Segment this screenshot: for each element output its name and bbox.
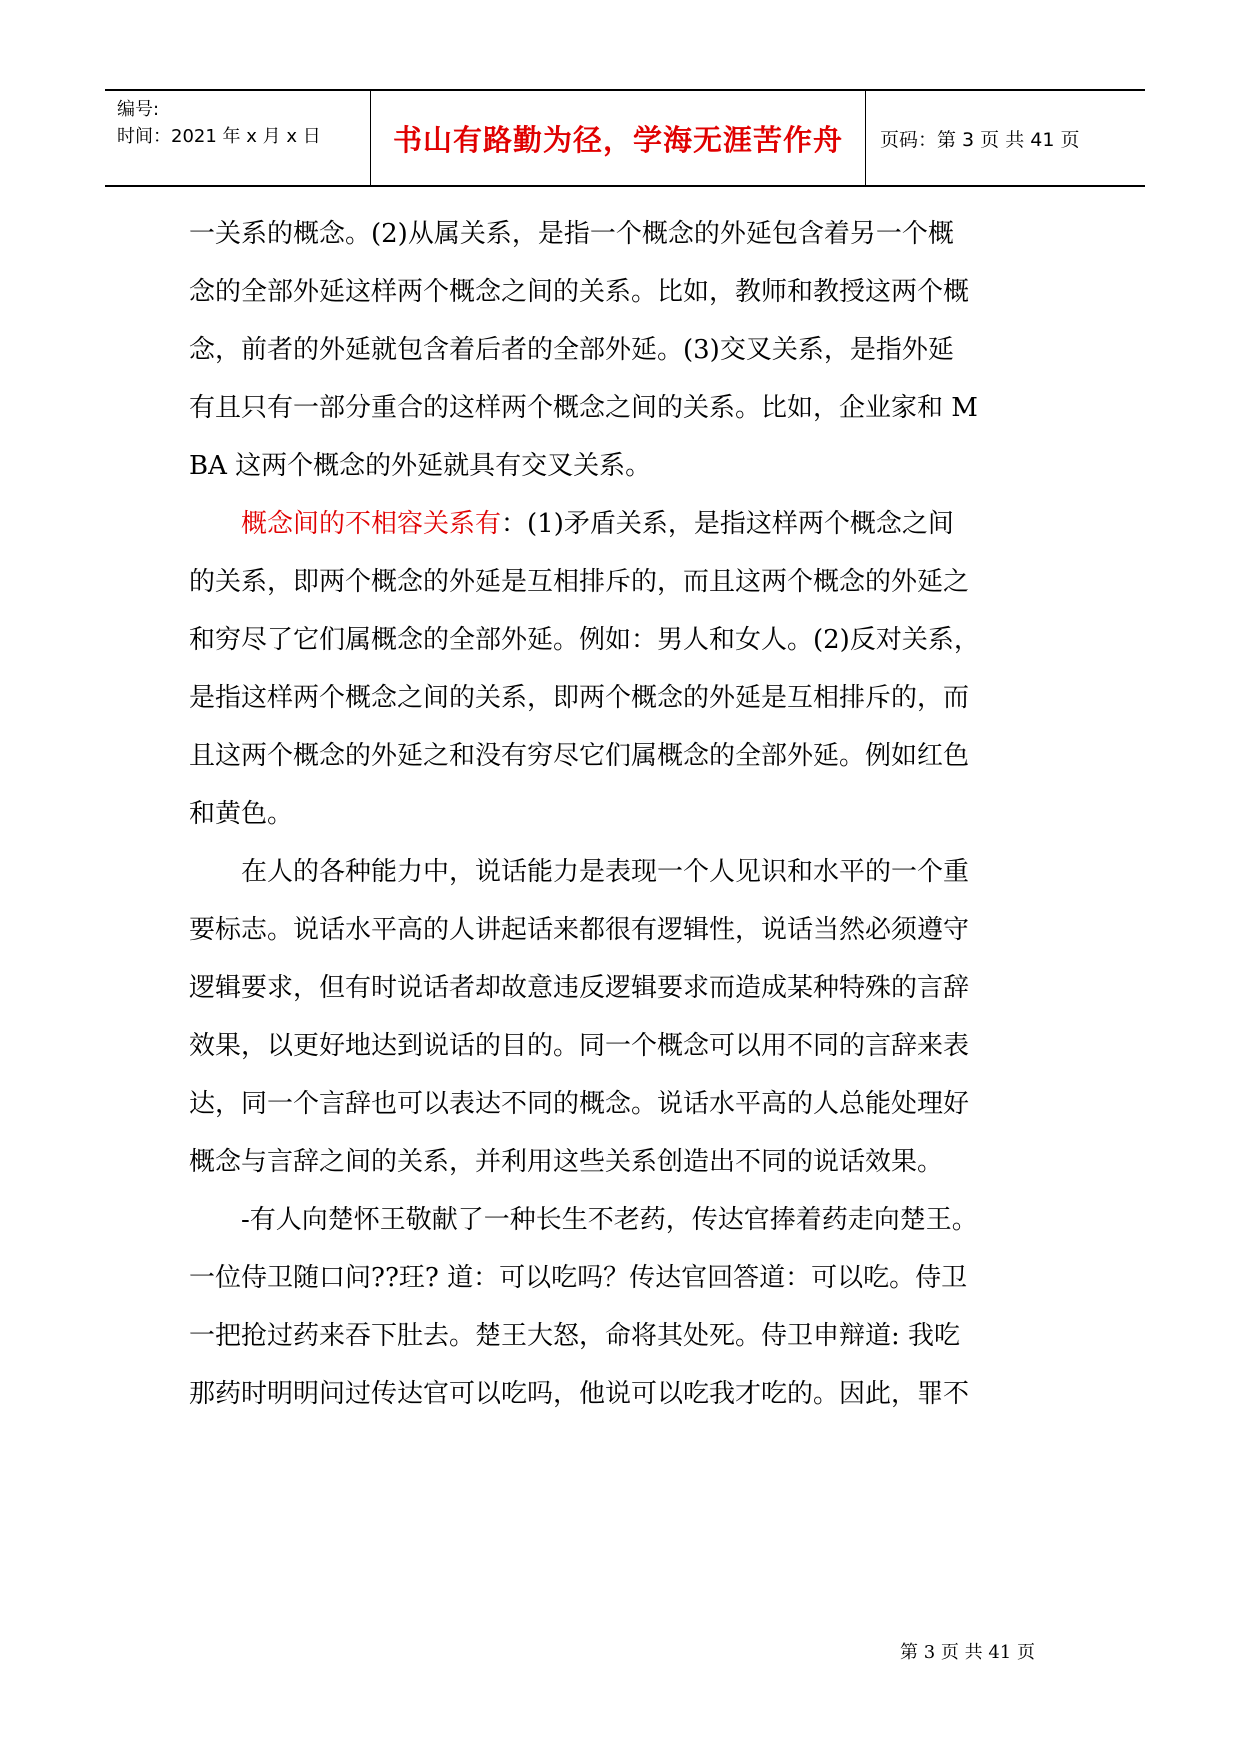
body-line: 念的全部外延这样两个概念之间的关系。比如，教师和教授这两个概 bbox=[189, 277, 970, 307]
page-header bbox=[105, 89, 1145, 187]
body-line: 效果，以更好地达到说话的目的。同一个概念可以用不同的言辞来表 bbox=[189, 1031, 970, 1061]
document-time-label: 时间：2021 年 x 月 x 日 bbox=[117, 126, 321, 147]
highlighted-phrase: 概念间的不相容关系有 bbox=[241, 509, 502, 539]
body-line: 念，前者的外延就包含着后者的全部外延。(3)交叉关系，是指外延 bbox=[189, 335, 954, 365]
body-line: 逻辑要求，但有时说话者却故意违反逻辑要求而造成某种特殊的言辞 bbox=[189, 973, 970, 1003]
body-line: 一关系的概念。(2)从属关系，是指一个概念的外延包含着另一个概 bbox=[189, 219, 954, 249]
body-line: 且这两个概念的外延之和没有穷尽它们属概念的全部外延。例如红色 bbox=[189, 741, 970, 771]
body-line-rest: ：(1)矛盾关系，是指这样两个概念之间 bbox=[501, 509, 954, 539]
body-line: 要标志。说话水平高的人讲起话来都很有逻辑性，说话当然必须遵守 bbox=[189, 915, 970, 945]
body-line: 一位侍卫随口问??玨? 道：可以吃吗？传达官回答道：可以吃。侍卫 bbox=[189, 1263, 968, 1293]
header-motto: 书山有路勤为径，学海无涯苦作舟 bbox=[392, 122, 843, 157]
page-footer: 第 3 页 共 41 页 bbox=[900, 1642, 1035, 1663]
body-line-highlighted bbox=[241, 504, 954, 544]
header-meta-cell bbox=[105, 91, 371, 185]
body-line: 概念与言辞之间的关系，并利用这些关系创造出不同的说话效果。 bbox=[189, 1147, 944, 1177]
document-number-label: 编号: bbox=[117, 99, 160, 120]
body-line: -有人向楚怀王敬献了一种长生不老药，传达官捧着药走向楚王。 bbox=[241, 1205, 978, 1235]
body-line: 的关系，即两个概念的外延是互相排斥的，而且这两个概念的外延之 bbox=[189, 567, 970, 597]
header-page-cell bbox=[867, 91, 1145, 185]
body-line: 有且只有一部分重合的这样两个概念之间的关系。比如，企业家和 M bbox=[189, 393, 978, 423]
body-line: 是指这样两个概念之间的关系，即两个概念的外延是互相排斥的，而 bbox=[189, 683, 970, 713]
body-line: 达，同一个言辞也可以表达不同的概念。说话水平高的人总能处理好 bbox=[189, 1089, 970, 1119]
body-line: 那药时明明问过传达官可以吃吗，他说可以吃我才吃的。因此，罪不 bbox=[189, 1379, 970, 1409]
body-line: BA 这两个概念的外延就具有交叉关系。 bbox=[189, 451, 652, 481]
body-line: 一把抢过药来吞下肚去。楚王大怒，命将其处死。侍卫申辩道: 我吃 bbox=[189, 1321, 961, 1351]
body-line: 和黄色。 bbox=[189, 799, 294, 829]
body-line: 和穷尽了它们属概念的全部外延。例如：男人和女人。(2)反对关系， bbox=[189, 625, 980, 655]
header-page-number: 页码：第 3 页 共 41 页 bbox=[880, 128, 1080, 151]
body-line: 在人的各种能力中，说话能力是表现一个人见识和水平的一个重 bbox=[241, 857, 970, 887]
header-motto-cell bbox=[371, 91, 866, 185]
